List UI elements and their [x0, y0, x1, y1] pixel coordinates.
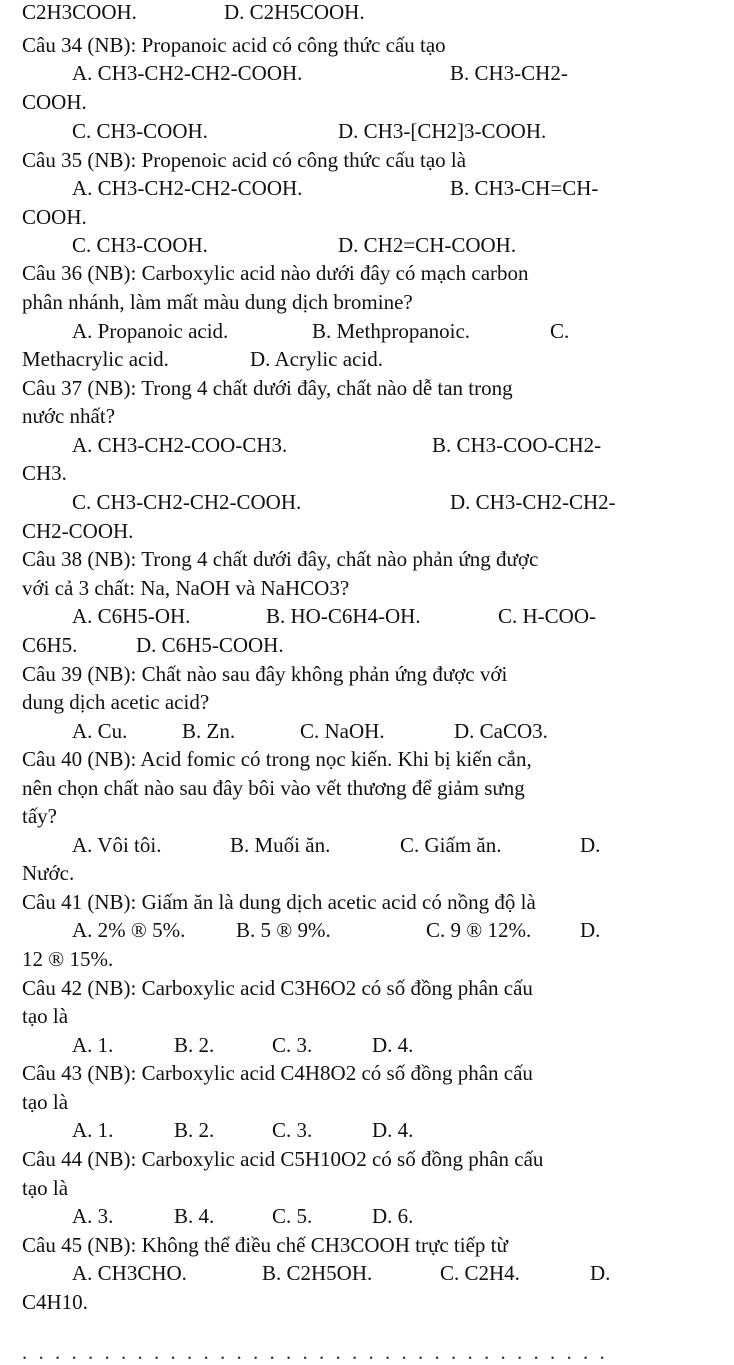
cut-off-next-line: . . . . . . . . . . . . . . . . . . . . . . . . . . . . . . . . . . . .: [22, 1340, 608, 1364]
text-line-10-part-0: phân nhánh, làm mất màu dung dịch bromine?: [22, 290, 413, 314]
text-line-39-part-3: D. 4.: [372, 1118, 414, 1142]
text-line-29-part-0: A. Vôi tôi.: [72, 833, 162, 857]
text-line-15-part-1: B. CH3-COO-CH2-: [432, 433, 602, 457]
text-line-25-part-0: A. Cu.: [72, 719, 128, 743]
text-line-29-part-1: B. Muối ăn.: [230, 833, 331, 857]
text-line-11-part-0: A. Propanoic acid.: [72, 319, 229, 343]
text-line-25-part-3: D. CaCO3.: [454, 719, 548, 743]
text-line-38-part-0: tạo là: [22, 1090, 69, 1114]
text-line-32-part-3: D.: [580, 918, 601, 942]
text-line-21-part-0: A. C6H5-OH.: [72, 604, 191, 628]
text-line-45-part-0: C4H10.: [22, 1290, 88, 1314]
text-line-4-part-0: C. CH3-COOH.: [72, 119, 208, 143]
text-line-39-part-0: A. 1.: [72, 1118, 114, 1142]
text-line-21-part-2: C. H-COO-: [498, 604, 596, 628]
text-line-6-part-1: B. CH3-CH=CH-: [450, 176, 599, 200]
text-line-25-part-1: B. Zn.: [182, 719, 236, 743]
text-line-5-part-0: Câu 35 (NB): Propenoic acid có công thức cấu tạo là: [22, 148, 467, 172]
text-line-43-part-0: Câu 45 (NB): Không thể điều chế CH3COOH trực tiếp từ: [22, 1233, 508, 1257]
text-line-12-part-0: Methacrylic acid.: [22, 347, 169, 371]
text-line-7-part-0: COOH.: [22, 205, 87, 229]
text-line-17-part-0: C. CH3-CH2-CH2-COOH.: [72, 490, 302, 514]
text-line-36-part-2: C. 3.: [272, 1033, 313, 1057]
text-line-0-part-0: C2H3COOH.: [22, 0, 137, 24]
text-line-9-part-0: Câu 36 (NB): Carboxylic acid nào dưới đây có mạch carbon: [22, 261, 529, 285]
text-line-34-part-0: Câu 42 (NB): Carboxylic acid C3H6O2 có số đồng phân cấu: [22, 976, 533, 1000]
text-line-0-part-1: D. C2H5COOH.: [224, 0, 365, 24]
text-line-42-part-2: C. 5.: [272, 1204, 313, 1228]
text-line-4-part-1: D. CH3-[CH2]3-COOH.: [338, 119, 547, 143]
text-line-42-part-1: B. 4.: [174, 1204, 215, 1228]
text-line-2-part-1: B. CH3-CH2-: [450, 61, 568, 85]
text-line-28-part-0: tấy?: [22, 804, 57, 828]
text-line-15-part-0: A. CH3-CH2-COO-CH3.: [72, 433, 288, 457]
text-line-30-part-0: Nước.: [22, 861, 75, 885]
text-line-36-part-1: B. 2.: [174, 1033, 215, 1057]
text-line-32-part-2: C. 9 ® 12%.: [426, 918, 532, 942]
text-line-17-part-1: D. CH3-CH2-CH2-: [450, 490, 616, 514]
text-line-25-part-2: C. NaOH.: [300, 719, 385, 743]
text-line-37-part-0: Câu 43 (NB): Carboxylic acid C4H8O2 có số đồng phân cấu: [22, 1061, 533, 1085]
text-line-13-part-0: Câu 37 (NB): Trong 4 chất dưới đây, chất nào dễ tan trong: [22, 376, 513, 400]
text-line-20-part-0: với cả 3 chất: Na, NaOH và NaHCO3?: [22, 576, 350, 600]
text-line-44-part-3: D.: [590, 1261, 611, 1285]
text-line-35-part-0: tạo là: [22, 1004, 69, 1028]
text-line-8-part-0: C. CH3-COOH.: [72, 233, 208, 257]
text-line-39-part-2: C. 3.: [272, 1118, 313, 1142]
text-line-44-part-1: B. C2H5OH.: [262, 1261, 373, 1285]
text-line-16-part-0: CH3.: [22, 461, 67, 485]
text-line-11-part-1: B. Methpropanoic.: [312, 319, 471, 343]
text-line-14-part-0: nước nhất?: [22, 404, 116, 428]
text-line-31-part-0: Câu 41 (NB): Giấm ăn là dung dịch acetic acid có nồng độ là: [22, 890, 536, 914]
text-line-23-part-0: Câu 39 (NB): Chất nào sau đây không phản ứng được với: [22, 662, 508, 686]
text-line-33-part-0: 12 ® 15%.: [22, 947, 114, 971]
text-line-3-part-0: COOH.: [22, 90, 87, 114]
text-line-42-part-3: D. 6.: [372, 1204, 414, 1228]
text-line-18-part-0: CH2-COOH.: [22, 519, 134, 543]
text-line-29-part-3: D.: [580, 833, 601, 857]
text-line-21-part-1: B. HO-C6H4-OH.: [266, 604, 421, 628]
text-line-24-part-0: dung dịch acetic acid?: [22, 690, 210, 714]
text-line-1-part-0: Câu 34 (NB): Propanoic acid có công thức cấu tạo: [22, 33, 446, 57]
text-line-26-part-0: Câu 40 (NB): Acid fomic có trong nọc kiến. Khi bị kiến cắn,: [22, 747, 532, 771]
text-line-36-part-0: A. 1.: [72, 1033, 114, 1057]
text-line-8-part-1: D. CH2=CH-COOH.: [338, 233, 517, 257]
text-line-32-part-0: A. 2% ® 5%.: [72, 918, 186, 942]
text-line-2-part-0: A. CH3-CH2-CH2-COOH.: [72, 61, 303, 85]
text-line-42-part-0: A. 3.: [72, 1204, 114, 1228]
text-line-44-part-2: C. C2H4.: [440, 1261, 520, 1285]
text-line-40-part-0: Câu 44 (NB): Carboxylic acid C5H10O2 có số đồng phân cấu: [22, 1147, 544, 1171]
text-line-12-part-1: D. Acrylic acid.: [250, 347, 383, 371]
text-line-22-part-0: C6H5.: [22, 633, 78, 657]
text-line-22-part-1: D. C6H5-COOH.: [136, 633, 284, 657]
text-line-39-part-1: B. 2.: [174, 1118, 215, 1142]
text-line-44-part-0: A. CH3CHO.: [72, 1261, 187, 1285]
text-line-19-part-0: Câu 38 (NB): Trong 4 chất dưới đây, chất nào phản ứng được: [22, 547, 539, 571]
text-line-29-part-2: C. Giấm ăn.: [400, 833, 502, 857]
text-line-32-part-1: B. 5 ® 9%.: [236, 918, 331, 942]
text-line-27-part-0: nên chọn chất nào sau đây bôi vào vết thương để giảm sưng: [22, 776, 525, 800]
text-line-6-part-0: A. CH3-CH2-CH2-COOH.: [72, 176, 303, 200]
text-line-36-part-3: D. 4.: [372, 1033, 414, 1057]
text-line-41-part-0: tạo là: [22, 1176, 69, 1200]
text-line-11-part-2: C.: [550, 319, 570, 343]
